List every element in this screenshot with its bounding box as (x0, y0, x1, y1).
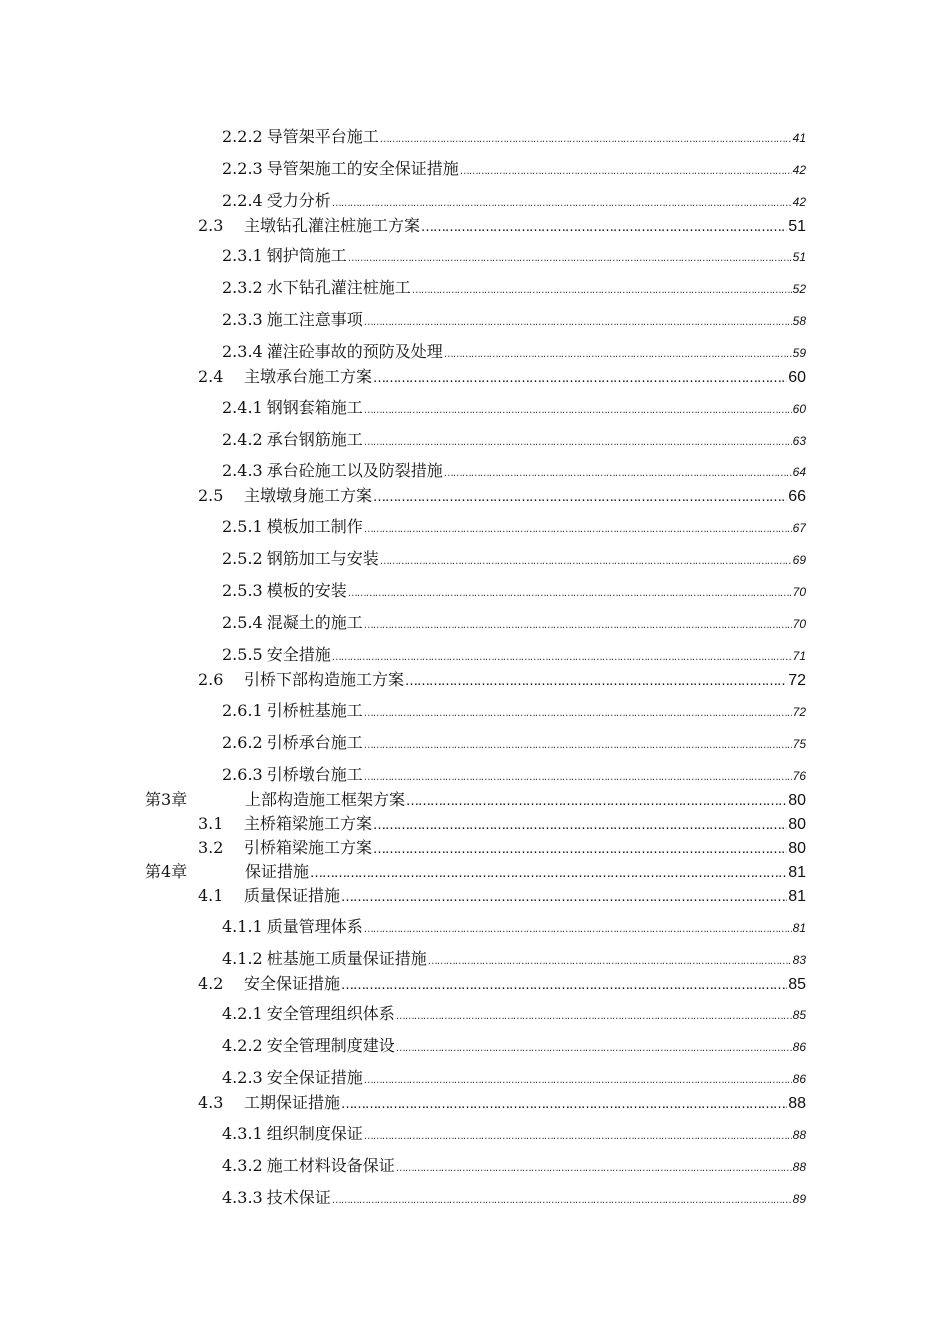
toc-entry[interactable] (222, 546, 806, 569)
toc-entry-page: 67 (792, 521, 806, 535)
toc-entry-title: 模板的安装 (266, 581, 347, 600)
toc-leader-dots (332, 1195, 792, 1206)
toc-entry-page: 89 (792, 1192, 806, 1206)
toc-entry[interactable] (222, 458, 806, 481)
toc-entry-number: 2.4.2 (222, 430, 263, 449)
toc-entry[interactable] (222, 946, 806, 969)
toc-entry-title: 主桥箱梁施工方案 (244, 814, 373, 833)
toc-entry-page: 58 (792, 314, 806, 328)
toc-entry-number: 4.3.3 (222, 1188, 263, 1207)
toc-entry-number: 2.3.4 (222, 342, 263, 361)
toc-entry-page: 63 (792, 434, 806, 448)
toc-entry-title: 导管架平台施工 (266, 127, 379, 146)
toc-leader-dots (380, 556, 792, 567)
toc-leader-dots (310, 866, 787, 881)
toc-entry-number: 4.3.1 (222, 1124, 263, 1143)
toc-entry[interactable] (198, 1090, 806, 1113)
toc-entry-title: 工期保证措施 (244, 1093, 341, 1112)
toc-entry[interactable] (222, 914, 806, 937)
toc-entry-number: 2.5 (198, 486, 224, 505)
toc-entry-page: 69 (792, 553, 806, 567)
toc-entry-title: 主墩承台施工方案 (244, 367, 373, 386)
toc-entry-title: 主墩钻孔灌注桩施工方案 (244, 216, 421, 235)
toc-entry-page: 42 (792, 163, 806, 177)
toc-entry-number: 4.1.1 (222, 917, 263, 936)
toc-entry-number: 2.2.2 (222, 127, 263, 146)
toc-leader-dots (396, 1043, 792, 1054)
toc-entry[interactable] (222, 427, 806, 450)
toc-entry[interactable] (222, 275, 806, 298)
toc-entry-page: 51 (788, 218, 806, 235)
toc-leader-dots (421, 220, 787, 235)
toc-entry-number: 4.2.3 (222, 1068, 263, 1087)
toc-entry-page: 64 (792, 465, 806, 479)
toc-entry-number: 2.5.5 (222, 645, 263, 664)
toc-entry[interactable] (198, 364, 806, 387)
toc-entry-title: 受力分析 (266, 191, 331, 210)
toc-leader-dots (396, 1011, 792, 1022)
toc-entry-number: 2.3.1 (222, 246, 263, 265)
toc-entry-number: 2.3 (198, 216, 224, 235)
toc-entry-number: 2.6.1 (222, 701, 263, 720)
toc-entry[interactable] (222, 762, 806, 785)
toc-entry-page: 88 (788, 1095, 806, 1112)
toc-entry[interactable] (222, 156, 806, 179)
toc-entry-page: 60 (792, 402, 806, 416)
toc-entry[interactable] (222, 1001, 806, 1024)
toc-entry[interactable] (222, 514, 806, 537)
toc-leader-dots (364, 772, 792, 783)
toc-entry-title: 引桥承台施工 (266, 733, 363, 752)
toc-leader-dots (348, 253, 792, 264)
toc-entry[interactable] (222, 1065, 806, 1088)
toc-entry-page: 59 (792, 346, 806, 360)
toc-entry-page: 86 (792, 1040, 806, 1054)
toc-entry-title: 承台砼施工以及防裂措施 (266, 461, 443, 480)
toc-entry-number: 4.2.2 (222, 1036, 263, 1055)
toc-entry-title: 安全管理组织体系 (266, 1004, 395, 1023)
toc-entry-title: 钢筋加工与安装 (266, 549, 379, 568)
toc-entry-number: 2.6 (198, 670, 224, 689)
toc-entry-number: 2.5.3 (222, 581, 263, 600)
toc-entry[interactable] (222, 1185, 806, 1208)
toc-entry[interactable] (222, 1153, 806, 1176)
toc-entry-number: 2.3.2 (222, 278, 263, 297)
toc-entry-number: 第3章 (145, 790, 188, 809)
toc-entry-page: 41 (792, 131, 806, 145)
toc-entry-number: 4.3 (198, 1093, 224, 1112)
toc-entry-page: 85 (792, 1008, 806, 1022)
toc-leader-dots (444, 468, 792, 479)
toc-entry[interactable] (198, 835, 806, 858)
toc-leader-dots (406, 794, 787, 809)
toc-entry-title: 安全保证措施 (266, 1068, 363, 1087)
toc-entry[interactable] (198, 667, 806, 690)
toc-entry[interactable] (222, 124, 806, 147)
toc-entry-title: 承台钢筋施工 (266, 430, 363, 449)
toc-entry[interactable] (145, 859, 806, 882)
toc-entry-title: 导管架施工的安全保证措施 (266, 159, 459, 178)
toc-leader-dots (380, 134, 792, 145)
toc-entry[interactable] (145, 787, 806, 810)
toc-leader-dots (364, 740, 792, 751)
toc-entry[interactable] (222, 698, 806, 721)
toc-entry-page: 83 (792, 953, 806, 967)
toc-leader-dots (364, 708, 792, 719)
toc-entry-number: 4.1 (198, 886, 224, 905)
toc-entry[interactable] (198, 213, 806, 236)
toc-entry-page: 80 (788, 840, 806, 857)
toc-entry-page: 51 (792, 250, 806, 264)
toc-leader-dots (428, 956, 792, 967)
toc-entry-title: 钢钢套箱施工 (266, 398, 363, 417)
toc-entry-number: 2.2.4 (222, 191, 263, 210)
toc-leader-dots (332, 652, 792, 663)
toc-entry-number: 2.5.1 (222, 517, 263, 536)
toc-entry-page: 88 (792, 1160, 806, 1174)
toc-entry[interactable] (198, 811, 806, 834)
toc-entry-number: 3.2 (198, 838, 224, 857)
toc-entry-page: 72 (792, 705, 806, 719)
toc-entry-page: 80 (788, 792, 806, 809)
toc-leader-dots (373, 490, 787, 505)
toc-leader-dots (460, 166, 792, 177)
toc-entry-title: 灌注砼事故的预防及处理 (266, 342, 443, 361)
toc-entry-number: 4.2.1 (222, 1004, 263, 1023)
toc-entry-page: 42 (792, 195, 806, 209)
toc-entry[interactable] (222, 578, 806, 601)
toc-entry[interactable] (198, 883, 806, 906)
toc-entry[interactable] (222, 188, 806, 211)
toc-entry-title: 模板加工制作 (266, 517, 363, 536)
toc-entry[interactable] (222, 243, 806, 266)
toc-entry-number: 2.3.3 (222, 310, 263, 329)
toc-entry-title: 施工注意事项 (266, 310, 363, 329)
toc-entry-page: 70 (792, 617, 806, 631)
toc-entry-number: 2.6.3 (222, 765, 263, 784)
toc-entry-title: 安全保证措施 (244, 974, 341, 993)
toc-entry-number: 2.4.3 (222, 461, 263, 480)
toc-entry-title: 安全措施 (266, 645, 331, 664)
toc-entry-number: 2.4.1 (222, 398, 263, 417)
toc-leader-dots (364, 437, 792, 448)
toc-entry-number: 2.6.2 (222, 733, 263, 752)
toc-entry-page: 70 (792, 585, 806, 599)
toc-entry-title: 上部构造施工框架方案 (245, 790, 406, 809)
toc-leader-dots (405, 674, 787, 689)
toc-leader-dots (444, 349, 792, 360)
toc-leader-dots (364, 1075, 792, 1086)
toc-leader-dots (364, 1131, 792, 1142)
toc-entry-title: 钢护筒施工 (266, 246, 347, 265)
toc-entry-number: 4.2 (198, 974, 224, 993)
toc-leader-dots (341, 890, 787, 905)
toc-entry-number: 4.1.2 (222, 949, 263, 968)
toc-entry-title: 水下钻孔灌注桩施工 (266, 278, 411, 297)
toc-entry-page: 66 (788, 488, 806, 505)
toc-leader-dots (412, 285, 792, 296)
toc-entry-page: 86 (792, 1072, 806, 1086)
toc-leader-dots (364, 620, 792, 631)
toc-entry-title: 安全管理制度建设 (266, 1036, 395, 1055)
toc-leader-dots (341, 1097, 787, 1112)
toc-leader-dots (396, 1163, 792, 1174)
toc-entry[interactable] (222, 730, 806, 753)
toc-entry-page: 60 (788, 369, 806, 386)
toc-entry-title: 混凝土的施工 (266, 613, 363, 632)
toc-entry-title: 桩基施工质量保证措施 (266, 949, 427, 968)
toc-entry-title: 技术保证 (266, 1188, 331, 1207)
toc-entry[interactable] (198, 971, 806, 994)
toc-entry-number: 第4章 (145, 862, 188, 881)
toc-entry-page: 81 (792, 921, 806, 935)
toc-leader-dots (364, 524, 792, 535)
toc-entry-title: 质量管理体系 (266, 917, 363, 936)
toc-entry-page: 75 (792, 737, 806, 751)
toc-leader-dots (373, 371, 787, 386)
toc-leader-dots (341, 978, 787, 993)
toc-entry-title: 组织制度保证 (266, 1124, 363, 1143)
toc-entry-number: 2.5.2 (222, 549, 263, 568)
toc-entry-title: 主墩墩身施工方案 (244, 486, 373, 505)
toc-entry-number: 2.4 (198, 367, 224, 386)
toc-entry-page: 52 (792, 282, 806, 296)
toc-entry-number: 3.1 (198, 814, 224, 833)
toc-leader-dots (348, 588, 792, 599)
toc-entry-page: 85 (788, 976, 806, 993)
toc-leader-dots (373, 818, 787, 833)
toc-entry[interactable] (222, 1033, 806, 1056)
toc-leader-dots (373, 842, 787, 857)
toc-entry-number: 2.5.4 (222, 613, 263, 632)
toc-entry[interactable] (222, 1121, 806, 1144)
toc-entry-title: 引桥墩台施工 (266, 765, 363, 784)
toc-entry-page: 80 (788, 816, 806, 833)
toc-entry-title: 引桥桩基施工 (266, 701, 363, 720)
toc-entry-page: 76 (792, 769, 806, 783)
toc-entry[interactable] (222, 610, 806, 633)
toc-entry[interactable] (222, 642, 806, 665)
toc-entry-page: 71 (792, 649, 806, 663)
toc-entry-page: 88 (792, 1128, 806, 1142)
toc-entry-page: 72 (788, 672, 806, 689)
toc-entry-page: 81 (788, 888, 806, 905)
toc-leader-dots (364, 405, 792, 416)
toc-entry-page: 81 (788, 864, 806, 881)
toc-entry-title: 引桥下部构造施工方案 (244, 670, 405, 689)
toc-entry-number: 2.2.3 (222, 159, 263, 178)
toc-leader-dots (364, 317, 792, 328)
toc-entry-title: 保证措施 (245, 862, 310, 881)
toc-entry-title: 质量保证措施 (244, 886, 341, 905)
toc-entry-number: 4.3.2 (222, 1156, 263, 1175)
toc-leader-dots (332, 198, 792, 209)
toc-entry-title: 引桥箱梁施工方案 (244, 838, 373, 857)
toc-leader-dots (364, 924, 792, 935)
toc-entry[interactable] (222, 395, 806, 418)
toc-entry[interactable] (198, 483, 806, 506)
toc-entry-title: 施工材料设备保证 (266, 1156, 395, 1175)
toc-entry[interactable] (222, 339, 806, 362)
toc-entry[interactable] (222, 307, 806, 330)
